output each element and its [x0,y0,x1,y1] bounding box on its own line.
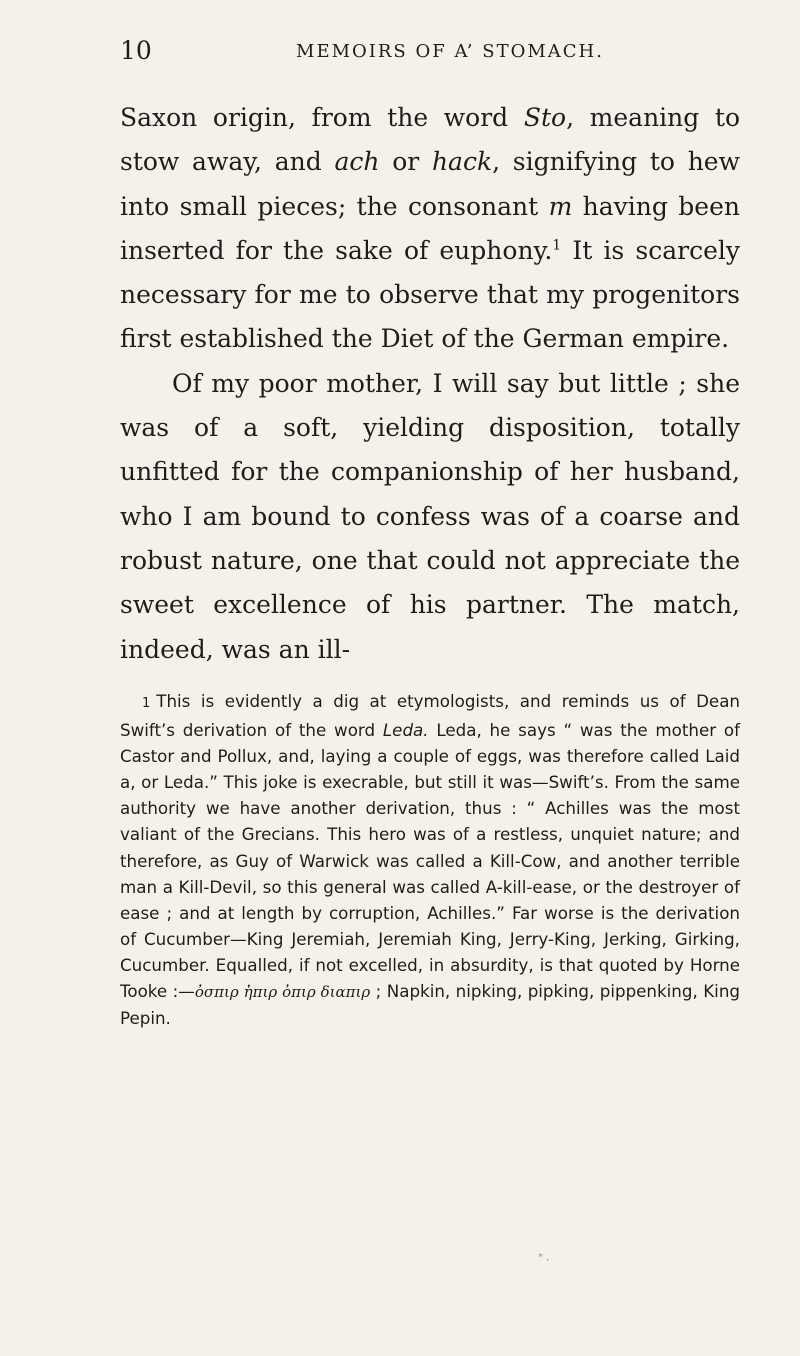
text-run: having been inserted for the sake of euphony. [120,191,740,265]
footnote-mark: 1 [142,696,151,711]
text-run: Leda, he says “ was the mother of Castor and Pollux, and, laying a couple of eggs, was therefore called Laid a, or Leda.” This joke is execrable, but still it was—Swift’s. From the same authority we have another derivation, thus : “ Achilles was the most valiant of the Grecians. This hero was of a restless, unquiet nature; and therefore, as Guy of Warwick was called a Kill-Cow, and another terrible man a Kill-Devil, so this general was called A-kill-ease, or the destroyer of ease ; and at length by corruption, Achilles.” Far worse is the derivation of Cucumber—King Jeremiah, Jeremiah King, Jerry-King, Jerking, Girking, Cucumber. Equalled, if not excelled, in absurdity, is that quoted by Horne Tooke :— [120,720,741,1002]
paragraph-continued [120,96,740,362]
page-number: 10 [120,36,152,65]
footnote-text [120,688,740,1031]
greek-text: ὀσπιρ ἡπιρ ὀπιρ διαπιρ [194,983,371,1002]
footnote-reference[interactable]: 1 [552,237,562,254]
italic-word: Leda. [382,720,429,741]
text-run: or [379,147,432,177]
running-title: MEMOIRS OF A’ STOMACH. [296,41,604,62]
page-header [120,36,740,76]
text-run: This is evidently a dig at etymologists, and reminds us of Dean Swift’s derivation of the word [120,691,740,741]
text-run: It is scarcely necessary for me to observe that my progenitors first established the Diet of the German empire. [120,235,740,354]
text-run: ; Napkin, nipking, pipking, pippenking, King Pepin. [120,981,740,1029]
text-run: , signifying to hew into small pieces; the consonant [120,147,740,221]
italic-word: Sto [523,103,567,132]
stray-mark: * , [538,1252,550,1263]
text-run: Saxon origin, from the word [120,103,524,132]
text-run: , meaning to stow away, and [120,103,741,177]
italic-word: m [548,191,573,221]
italic-word: ach [334,147,380,177]
paragraph: Of my poor mother, I will say but little ; she was of a soft, yielding disposition, totally unfitted for the companionship of her husband, who I am bound to confess was of a coarse and robust nature, one that could not appreciate the sweet excellence of his partner. The match, indeed, was an ill- [120,368,740,664]
footnote [120,688,740,1031]
italic-word: hack [431,147,493,177]
main-text [120,96,740,672]
